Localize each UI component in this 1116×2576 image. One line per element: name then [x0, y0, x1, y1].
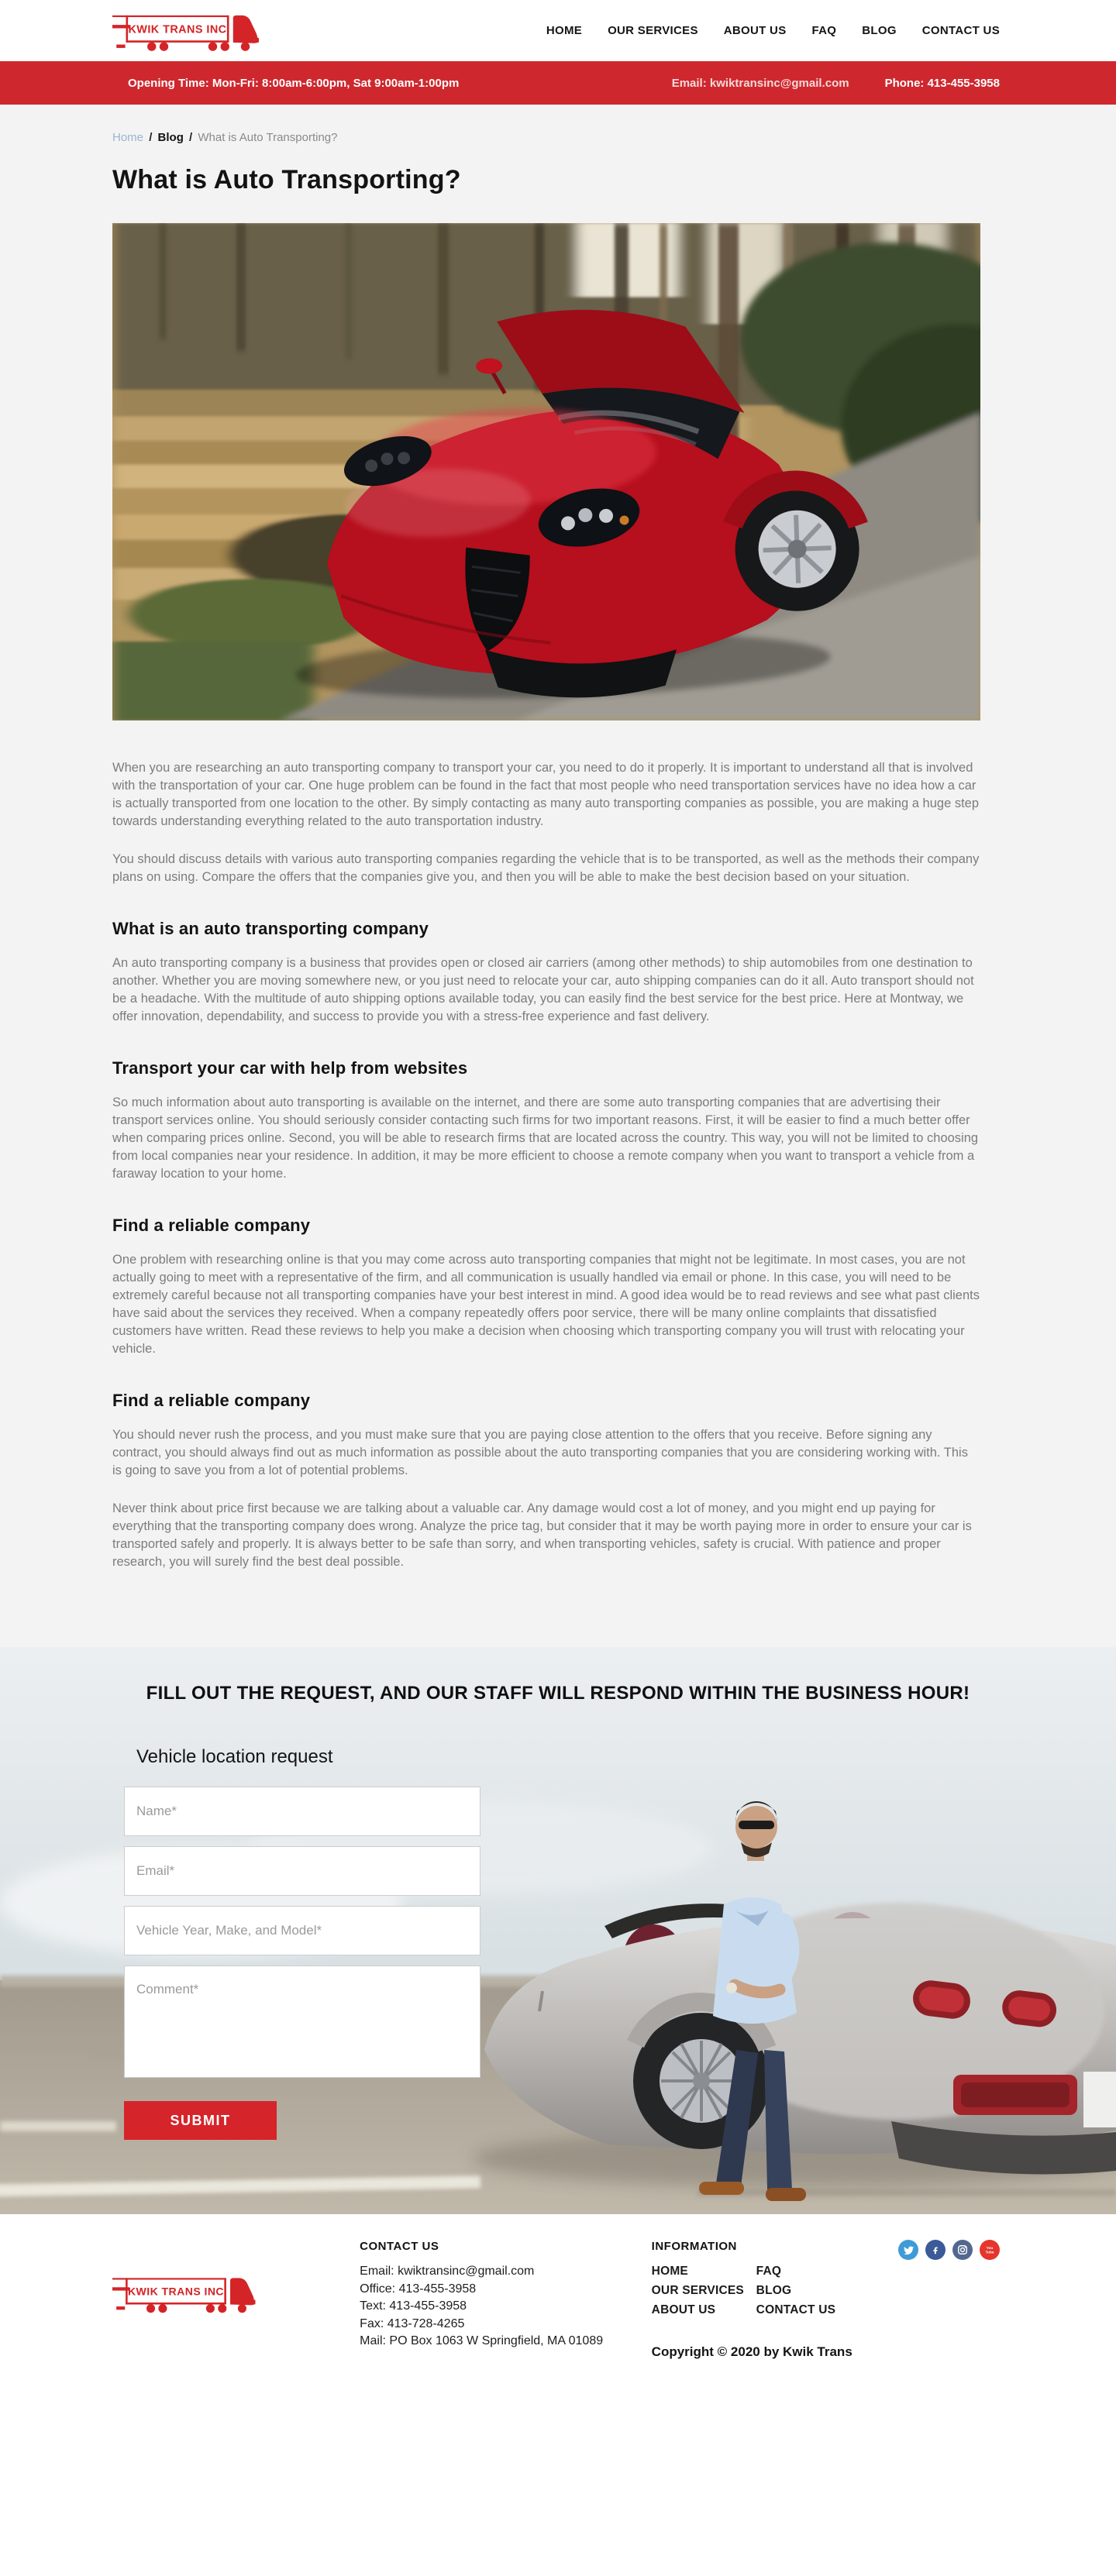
footer-link-about-us[interactable]: ABOUT US: [651, 2303, 716, 2316]
nav-faq[interactable]: FAQ: [811, 24, 837, 37]
opening-hours: Opening Time: Mon-Fri: 8:00am-6:00pm, Sat 9:00am-1:00pm: [128, 76, 460, 90]
section-heading: Transport your car with help from websites: [112, 1058, 468, 1078]
section-heading: Find a reliable company: [112, 1216, 311, 1235]
facebook-icon[interactable]: [925, 2240, 946, 2260]
email-input[interactable]: [124, 1846, 480, 1896]
article-main: [0, 105, 1116, 1647]
contact-phone[interactable]: Phone: 413-455-3958: [884, 76, 1000, 90]
form-title: Vehicle location request: [136, 1746, 333, 1767]
vehicle-input[interactable]: [124, 1906, 480, 1955]
twitter-icon[interactable]: [898, 2240, 918, 2260]
section-paragraph: An auto transporting company is a business that provides open or closed air carriers (among other methods) to ship automobiles from one destination to another. Whether you are moving somewhere new, or you just need to relocate your car, auto shipping companies can do it all. Auto transport should not be a headache. With the multitude of auto shipping options available today, you can easily find the best service for the best price. Here at Montway, we offer innovation, dependability, and success to provide you with a stress-free experience and fast delivery.: [112, 956, 974, 1023]
nav-our-services[interactable]: OUR SERVICES: [608, 24, 698, 37]
brand-name: KWIK TRANS INC: [127, 2285, 225, 2298]
breadcrumb-home[interactable]: Home: [112, 131, 144, 144]
site-header: [0, 0, 1116, 61]
svg-text:You: You: [986, 2247, 994, 2251]
request-headline: FILL OUT THE REQUEST, AND OUR STAFF WILL RESPOND WITHIN THE BUSINESS HOUR!: [146, 1683, 970, 1704]
section-paragraph: You should never rush the process, and you must make sure that you are paying close attention to the offers that you receive. Before signing any contract, you should always find out as much information as possible about the auto transporting companies that you are considering working with. This is going to save you from a lot of potential problems.: [112, 1428, 968, 1477]
footer-link-blog[interactable]: BLOG: [756, 2284, 792, 2297]
main-nav: [546, 24, 1000, 37]
intro-paragraph: You should discuss details with various auto transporting companies regarding the vehicle that is to be transported, as well as the methods their company plans on using. Compare the offers that the companies give you, and then you will be able to make the best decision based on your situation.: [112, 852, 980, 884]
breadcrumb-blog[interactable]: Blog: [157, 131, 184, 144]
section-paragraph: Never think about price first because we are talking about a valuable car. Any damage would cost a lot of money, and you might end up paying for everything that the transporting company does wrong. Analyze the price tag, but consider that it may be worth paying more in order to ensure your car is transported safely and properly. It is always better to be safe than sorry, and when transporting vehicles, safety is crucial. With patience and proper research, you will surely find the best deal possible.: [112, 1501, 972, 1569]
nav-blog[interactable]: BLOG: [862, 24, 897, 37]
nav-contact-us[interactable]: CONTACT US: [921, 24, 1000, 37]
footer-contact-column: [360, 2240, 652, 2351]
section-heading: What is an auto transporting company: [112, 919, 429, 938]
brand-name: KWIK TRANS INC: [128, 23, 227, 36]
contact-us-heading: CONTACT US: [360, 2240, 439, 2253]
instagram-icon[interactable]: [952, 2240, 973, 2260]
truck-logo-icon: [112, 2269, 271, 2317]
copyright-text: Copyright © 2020 by Kwik Trans: [651, 2344, 852, 2359]
site-footer: [0, 2214, 1116, 2382]
page-title: What is Auto Transporting?: [112, 165, 461, 194]
comment-textarea[interactable]: [124, 1966, 480, 2078]
footer-fax: Fax: 413-728-4265: [360, 2316, 465, 2330]
footer-office-phone: Office: 413-455-3958: [360, 2282, 477, 2296]
truck-logo-icon: [112, 6, 275, 56]
section-paragraph: One problem with researching online is that you may come across auto transporting companies that might not be legitimate. In most cases, you are not actually going to meet with a representative of the firm, and all communication is usually handled via email or phone. In this case, you will need to be extremely careful because not all transporting companies have your best interest in mind. A good idea would be to read reviews and see what past clients have said about the services they received. When a company repeatedly offers poor service, there will be many online complaints that dissatisfied customers have written. Read these reviews to help you make a decision when choosing which transporting company you will trust with relocating your vehicle.: [112, 1253, 980, 1356]
footer-information-column: [652, 2240, 898, 2360]
footer-logo[interactable]: [112, 2240, 360, 2317]
footer-link-home[interactable]: HOME: [651, 2265, 688, 2278]
request-section: [0, 1647, 1116, 2214]
information-heading: INFORMATION: [651, 2240, 737, 2253]
name-input[interactable]: [124, 1787, 480, 1836]
submit-button[interactable]: SUBMIT: [124, 2101, 277, 2140]
footer-text-phone: Text: 413-455-3958: [360, 2299, 467, 2313]
breadcrumb-current: What is Auto Transporting?: [198, 131, 338, 144]
section-heading: Find a reliable company: [112, 1391, 311, 1410]
breadcrumb-separator: /: [149, 131, 153, 144]
footer-link-contact-us[interactable]: CONTACT US: [756, 2303, 836, 2316]
breadcrumb: [112, 131, 1000, 144]
footer-link-our-services[interactable]: OUR SERVICES: [651, 2284, 744, 2297]
social-icons: [898, 2240, 1000, 2260]
svg-text:Tube: Tube: [985, 2251, 994, 2255]
brand-logo[interactable]: [112, 6, 275, 56]
nav-about-us[interactable]: ABOUT US: [723, 24, 787, 37]
info-bar: [0, 61, 1116, 105]
footer-link-faq[interactable]: FAQ: [756, 2265, 782, 2278]
vehicle-request-form: [124, 1746, 480, 2140]
footer-mail-address: Mail: PO Box 1063 W Springfield, MA 01089: [360, 2334, 604, 2347]
youtube-icon[interactable]: [980, 2240, 1000, 2260]
nav-home[interactable]: HOME: [546, 24, 583, 37]
breadcrumb-separator: /: [189, 131, 193, 144]
footer-email: Email: kwiktransinc@gmail.com: [360, 2265, 535, 2278]
hero-image-red-car: [112, 223, 980, 721]
contact-email[interactable]: Email: kwiktransinc@gmail.com: [671, 76, 849, 90]
intro-paragraph: When you are researching an auto transporting company to transport your car, you need to do it properly. It is important to understand all that is involved with the transportation of your car. One huge problem can be found in the fact that most people who need transportation services have no idea how a car is actually transported from one location to the other. By simply contacting as many auto transporting companies as possible, you are making a huge step towards understanding everything related to the auto transportation industry.: [112, 761, 980, 828]
section-paragraph: So much information about auto transporting is available on the internet, and there are some auto transporting companies that are advertising their transport services online. You should seriously consider contacting such firms for two important reasons. First, it will be easier to find a much better offer when comparing prices online. Second, you will be able to research firms that are located across the country. This way, you will not be limited to choosing from local companies near your residence. In addition, it may be more efficient to choose a remote company when you want to transport a vehicle from a faraway location to your home.: [112, 1095, 979, 1181]
